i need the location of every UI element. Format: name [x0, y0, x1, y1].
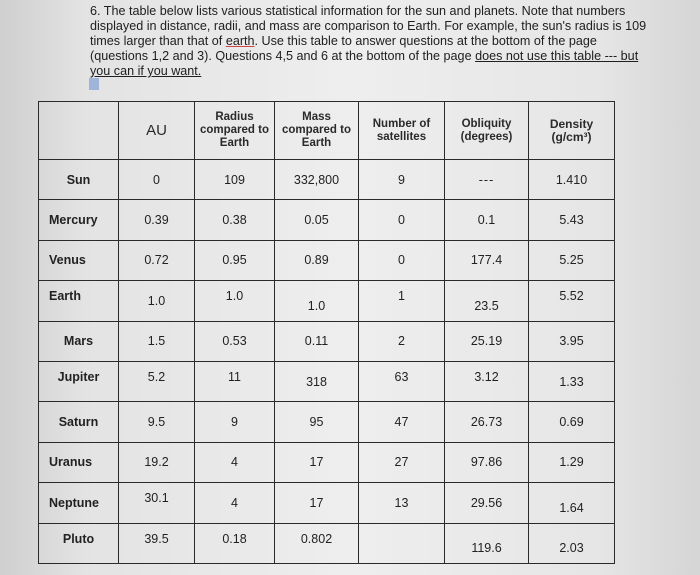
cell-mass: 0.11: [275, 321, 359, 361]
planet-name: Pluto: [39, 523, 119, 563]
planet-name: Uranus: [39, 442, 119, 482]
cell-radius: 0.95: [195, 240, 275, 280]
header-obliquity: Obliquity (degrees): [445, 102, 529, 160]
cell-satellites: 0: [359, 240, 445, 280]
cell-satellites: 1: [359, 281, 445, 321]
cell-au: 0.39: [119, 200, 195, 240]
header-density: Density (g/cm³): [529, 102, 615, 160]
cell-satellites: 2: [359, 321, 445, 361]
header-row: [39, 102, 615, 160]
cell-density: 5.52: [529, 281, 615, 321]
cell-density: 1.64: [529, 483, 615, 523]
cell-satellites: 47: [359, 402, 445, 442]
cell-radius: 0.38: [195, 200, 275, 240]
table-row: [39, 240, 615, 280]
cell-density: 1.29: [529, 442, 615, 482]
cell-satellites: [359, 523, 445, 563]
cell-radius: 0.18: [195, 523, 275, 563]
cell-au: 1.0: [119, 281, 195, 321]
table-row: [39, 523, 615, 563]
planet-name: Venus: [39, 240, 119, 280]
cell-au: 1.5: [119, 321, 195, 361]
cell-satellites: 9: [359, 160, 445, 200]
planet-name: Saturn: [39, 402, 119, 442]
cell-au: 19.2: [119, 442, 195, 482]
header-satellites: Number of satellites: [359, 102, 445, 160]
cell-satellites: 27: [359, 442, 445, 482]
table-row: [39, 321, 615, 361]
cell-radius: 1.0: [195, 281, 275, 321]
cell-obliquity: 23.5: [445, 281, 529, 321]
header-radius: Radius compared to Earth: [195, 102, 275, 160]
planet-name: Mercury: [39, 200, 119, 240]
cell-obliquity: 177.4: [445, 240, 529, 280]
cell-density: 1.410: [529, 160, 615, 200]
table-row: [39, 442, 615, 482]
cell-au: 0.72: [119, 240, 195, 280]
cell-density: 5.43: [529, 200, 615, 240]
cell-obliquity: 26.73: [445, 402, 529, 442]
cell-mass: 95: [275, 402, 359, 442]
table-row: [39, 160, 615, 200]
cell-radius: 11: [195, 361, 275, 401]
intro-text-2: . Use this table to answer questions at the bottom of the page (questions 1,2 and 3). Questions 4,5 and 6 at the bottom of the page: [90, 34, 597, 63]
cell-radius: 109: [195, 160, 275, 200]
table-row: [39, 200, 615, 240]
cell-au: 39.5: [119, 523, 195, 563]
planet-name: Mars: [39, 321, 119, 361]
cell-obliquity: ---: [445, 160, 529, 200]
intro-text-3: does not use this table --- but you can if you want.: [90, 49, 639, 78]
planet-name: Earth: [39, 281, 119, 321]
cell-au: 5.2: [119, 361, 195, 401]
cell-au: 30.1: [119, 483, 195, 523]
cell-obliquity: 29.56: [445, 483, 529, 523]
highlight-mark: [89, 78, 99, 90]
cell-obliquity: 0.1: [445, 200, 529, 240]
table-row: [39, 483, 615, 523]
cell-density: 2.03: [529, 523, 615, 563]
cell-radius: 9: [195, 402, 275, 442]
table-row: [39, 281, 615, 321]
planet-name: Neptune: [39, 483, 119, 523]
intro-text-1: 6. The table below lists various statistical information for the sun and planets. Note that numbers displayed in distance, radii, and mass are comparison to Earth. For example, the sun's radius is 109 times larger than that of: [90, 4, 647, 48]
cell-radius: 0.53: [195, 321, 275, 361]
table-row: [39, 402, 615, 442]
cell-mass: 0.05: [275, 200, 359, 240]
cell-radius: 4: [195, 483, 275, 523]
cell-radius: 4: [195, 442, 275, 482]
cell-mass: 17: [275, 442, 359, 482]
cell-density: 1.33: [529, 361, 615, 401]
planet-name: Sun: [39, 160, 119, 200]
question-intro: [90, 4, 650, 79]
header-au: AU: [119, 102, 195, 160]
intro-earth-word: earth: [225, 34, 255, 48]
planet-name: Jupiter: [39, 361, 119, 401]
cell-mass: 0.802: [275, 523, 359, 563]
cell-mass: 0.89: [275, 240, 359, 280]
table-row: [39, 361, 615, 401]
cell-obliquity: 25.19: [445, 321, 529, 361]
cell-mass: 318: [275, 361, 359, 401]
cell-satellites: 13: [359, 483, 445, 523]
cell-obliquity: 97.86: [445, 442, 529, 482]
cell-mass: 1.0: [275, 281, 359, 321]
cell-mass: 332,800: [275, 160, 359, 200]
header-mass: Mass compared to Earth: [275, 102, 359, 160]
planet-table: [38, 101, 615, 564]
header-empty: [39, 102, 119, 160]
cell-obliquity: 3.12: [445, 361, 529, 401]
cell-density: 5.25: [529, 240, 615, 280]
cell-density: 3.95: [529, 321, 615, 361]
cell-mass: 17: [275, 483, 359, 523]
cell-satellites: 63: [359, 361, 445, 401]
cell-satellites: 0: [359, 200, 445, 240]
cell-au: 9.5: [119, 402, 195, 442]
cell-au: 0: [119, 160, 195, 200]
cell-obliquity: 119.6: [445, 523, 529, 563]
cell-density: 0.69: [529, 402, 615, 442]
